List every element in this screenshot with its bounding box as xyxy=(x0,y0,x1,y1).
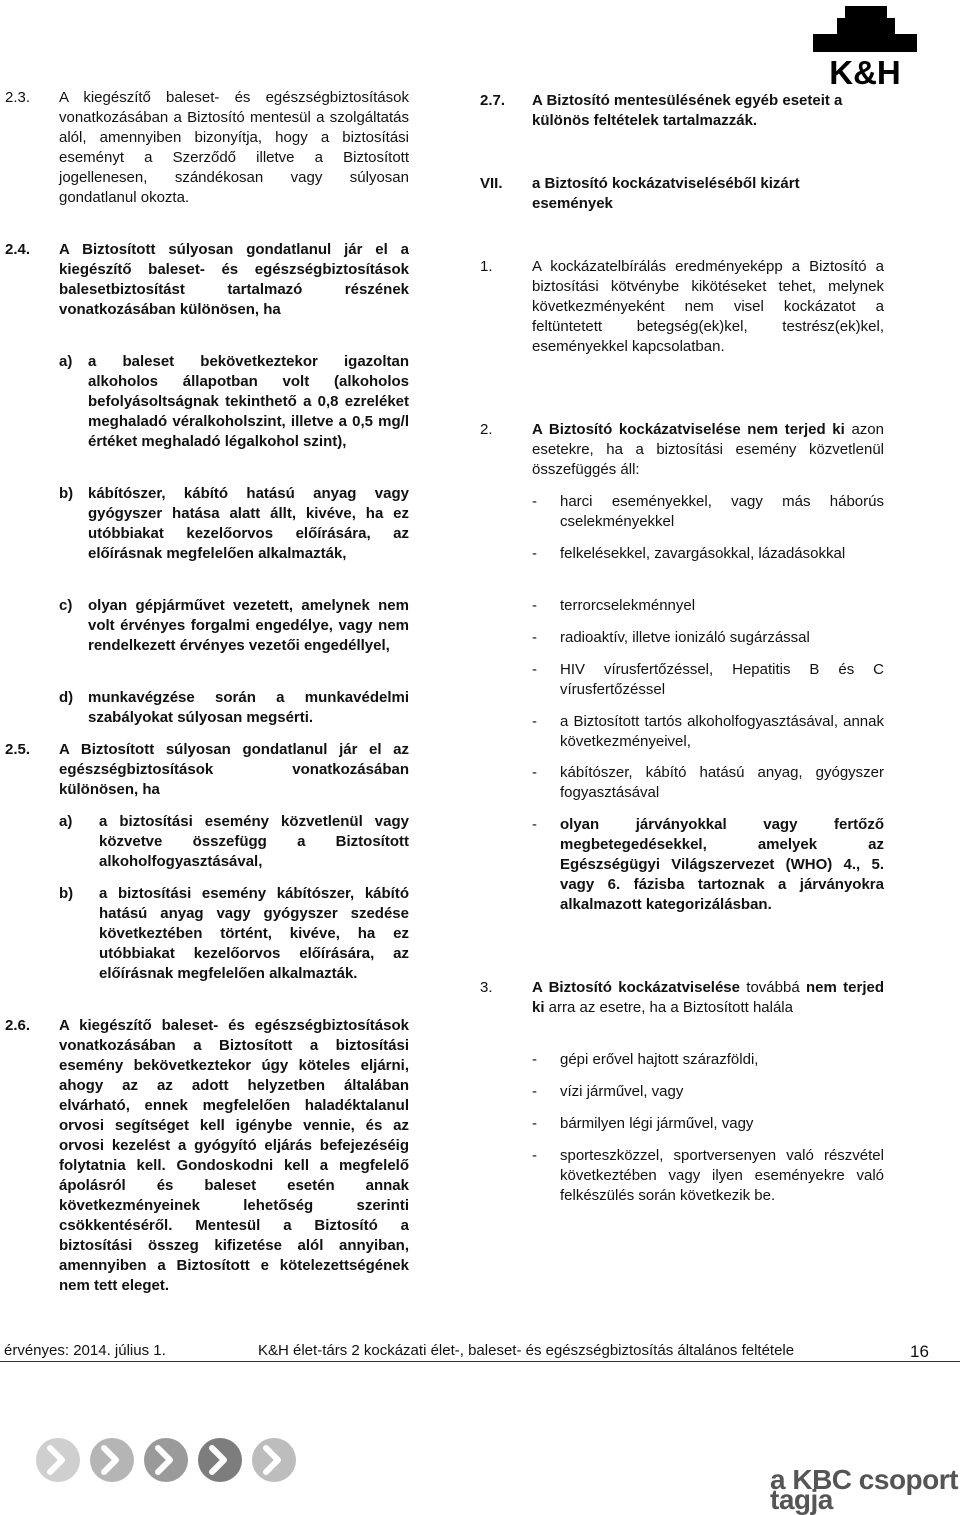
dash-item: - radioaktív, illetve ionizáló sugárzással xyxy=(532,628,884,648)
dash-text: HIV vírusfertőzéssel, Hepatitis B és C vírusfertőzéssel xyxy=(560,661,884,698)
section-text: A kiegészítő baleset- és egészségbiztosítások vonatkozásában a Biztosító mentesül a szolgáltatás alól, amennyiben bizonyítja, hogy a biztosítási eseményt a Szerződő illetve a Biztosított jogellenesen, szándékosan vagy súlyosan gondatlanul okozta. xyxy=(59,89,409,206)
section-text: A Biztosított súlyosan gondatlanul jár el az egészségbiztosítások vonatkozásában különösen, ha xyxy=(59,741,409,798)
chapter-number: VII. xyxy=(480,175,503,192)
logo-text: K&H xyxy=(829,54,901,88)
item-text: a biztosítási esemény kábítószer, kábító hatású anyag vagy gyógyszer szedése következtében történt, kivéve, ha ez utóbbiakat kezelőorvos előírására, az előírásnak megfelelően alkalmazták. xyxy=(99,885,409,982)
paragraph-number: 3. xyxy=(480,979,493,996)
footer-document-title: K&H élet-társ 2 kockázati élet-, baleset- és egészségbiztosítás általános feltétele xyxy=(258,1342,795,1359)
section-2-5 xyxy=(5,740,409,800)
item-text: munkavégzése során a munkavédelmi szabályokat súlyosan megsérti. xyxy=(88,689,409,726)
item-label: c) xyxy=(59,597,73,614)
paragraph-number: 2. xyxy=(480,421,493,438)
list-item xyxy=(59,596,409,656)
item-label: a) xyxy=(59,813,73,830)
dash-text: terrorcselekménnyel xyxy=(560,597,696,614)
dash-item: - sporteszközzel, sportversenyen való részvétel következtében vagy ilyen eseményekre való felkészülés során következik be. xyxy=(532,1147,884,1204)
paragraph-text: arra az esetre, ha a Biztosított halála xyxy=(544,999,793,1016)
dash-item: - felkelésekkel, zavargásokkal, lázadásokkal xyxy=(532,544,884,564)
chapter-title: a Biztosító kockázatviseléséből kizárt események xyxy=(532,175,800,212)
paragraph-bold: nem terjed ki xyxy=(532,979,885,1016)
dash-item: - a Biztosított tartós alkoholfogyasztásával, annak következményeivel, xyxy=(532,713,884,750)
dash-item: - bármilyen légi járművel, vagy xyxy=(532,1114,884,1134)
item-label: a) xyxy=(59,353,73,370)
dash-item: - kábítószer, kábító hatású anyag, gyógyszer fogyasztásával xyxy=(532,764,884,801)
dash-text: kábítószer, kábító hatású anyag, gyógyszer fogyasztásával xyxy=(560,764,884,801)
section-number: 2.5. xyxy=(5,741,31,758)
list-item xyxy=(59,484,409,564)
paragraph-lead: A Biztosító kockázatviselése nem terjed ki xyxy=(532,421,845,438)
section-text: A kiegészítő baleset- és egészségbiztosítások vonatkozásában a Biztosított a biztosítási esemény bekövetkeztekor úgy köteles eljárni, ahogy az az adott helyzetben általában elvárható, ennek megfelelően haladéktalanul orvosi segítséget kell igénybe vennie, és az orvosi kezelést a gyógyító eljárás befejezéséig folytatnia kell. Gondoskodni kell a megfelelő ápolásról és baleset esetén annak következményeinek lehetőség szerinti csökkentéséről. Mentesül a Biztosító a biztosítási összeg kifizetése alól annyiban, amennyiben a Biztosított e kötelezettségének nem tett eleget. xyxy=(59,1017,409,1294)
section-number: 2.7. xyxy=(480,92,506,109)
page-number: 16 xyxy=(910,1342,929,1361)
section-number: 2.4. xyxy=(5,241,31,258)
dash-text: bármilyen légi járművel, vagy xyxy=(560,1115,754,1132)
item-label: b) xyxy=(59,885,74,902)
section-2-7 xyxy=(480,91,884,131)
dash-text: vízi járművel, vagy xyxy=(560,1083,684,1100)
paragraph-text: továbbá xyxy=(739,979,806,996)
list-item xyxy=(59,352,409,452)
paragraph-text: azon esetekre, ha a biztosítási esemény közvetlenül összefüggés áll: xyxy=(532,421,884,478)
section-2-3 xyxy=(5,88,409,208)
dash-text: sporteszközzel, sportversenyen való részvétel következtében vagy ilyen eseményekre való felkészülés során következik be. xyxy=(560,1147,884,1204)
dash-item: - olyan járványokkal vagy fertőző megbetegedésekkel, amelyek az Egészségügyi Világszervezet (WHO) 4., 5. vagy 6. fázisba tartoznak a járványokra alkalmazott kategorizálásban. xyxy=(532,816,884,913)
item-text: kábítószer, kábító hatású anyag vagy gyógyszer hatása alatt állt, kivéve, ha ez utóbbiakat kezelőorvos előírására, az előírásnak megfelelően alkalmazták, xyxy=(88,485,409,562)
dash-item: - HIV vírusfertőzéssel, Hepatitis B és C vírusfertőzéssel xyxy=(532,661,884,698)
item-text: olyan gépjárművet vezetett, amelynek nem volt érvényes forgalmi engedélye, vagy nem rendelkezett érvényes vezetői engedéllyel, xyxy=(88,597,409,654)
dash-item: - harci eseményekkel, vagy más háborús cselekményekkel xyxy=(532,493,884,530)
paragraph-number: 1. xyxy=(480,258,493,275)
footer-divider xyxy=(0,1361,960,1362)
kbc-arrows-graphic xyxy=(30,1430,330,1503)
dash-item: - vízi járművel, vagy xyxy=(532,1082,884,1102)
section-text: A Biztosított súlyosan gondatlanul jár el a kiegészítő baleset- és egészségbiztosítások balesetbiztosítást tartalmazó részének vonatkozásában különösen, ha xyxy=(59,241,409,318)
dash-item: - gépi erővel hajtott szárazföldi, xyxy=(532,1050,884,1070)
paragraph-3 xyxy=(480,978,884,1018)
footer-validity: érvényes: 2014. július 1. xyxy=(4,1342,166,1359)
dash-text: harci eseményekkel, vagy más háborús cselekményekkel xyxy=(560,493,884,530)
dash-item: - terrorcselekménnyel xyxy=(532,596,884,616)
item-label: b) xyxy=(59,485,74,502)
section-number: 2.6. xyxy=(5,1017,31,1034)
dash-text: gépi erővel hajtott szárazföldi, xyxy=(560,1051,759,1068)
section-number: 2.3. xyxy=(5,89,31,106)
section-2-6 xyxy=(5,1016,409,1296)
list-item xyxy=(59,884,409,984)
paragraph-1 xyxy=(480,257,884,357)
paragraph-2 xyxy=(480,420,884,480)
dash-text: felkelésekkel, zavargásokkal, lázadásokkal xyxy=(560,545,846,562)
item-text: a biztosítási esemény közvetlenül vagy közvetve összefügg a Biztosított alkoholfogyasztásával, xyxy=(99,813,409,870)
dash-text: a Biztosított tartós alkoholfogyasztásával, annak következményeivel, xyxy=(560,713,884,750)
list-item xyxy=(59,812,409,872)
paragraph-bold: A Biztosító kockázatviselése xyxy=(532,979,740,996)
item-text: a baleset bekövetkeztekor igazoltan alkoholos állapotban volt (alkoholos befolyásoltságnak tekinthető a 0,8 ezreléket meghaladó véralkoholszint, illetve a 0,5 mg/l értéket meghaladó légalkohol szint), xyxy=(88,353,409,450)
kbc-group-tagline: a KBC csoport tagja xyxy=(770,1464,958,1515)
dash-text: olyan járványokkal vagy fertőző megbetegedésekkel, amelyek az Egészségügyi Világszervezet (WHO) 4., 5. vagy 6. fázisba tartoznak a járványokra alkalmazott kategorizálásban. xyxy=(560,816,884,913)
section-2-4 xyxy=(5,240,409,320)
section-text: A Biztosító mentesülésének egyéb eseteit a különös feltételek tartalmazzák. xyxy=(532,92,843,129)
list-item xyxy=(59,688,409,728)
paragraph-text: A kockázatelbírálás eredményeképp a Biztosító a biztosítási kötvénybe kikötéseket tehet, melynek következményeként nem visel kockázatot a feltüntetett betegség(ek)kel, testrész(ek)kel, eseményekkel kapcsolatban. xyxy=(532,258,884,355)
chapter-vii-heading xyxy=(480,174,884,214)
kh-logo xyxy=(809,4,921,88)
item-label: d) xyxy=(59,689,74,706)
dash-text: radioaktív, illetve ionizáló sugárzással xyxy=(560,629,810,646)
